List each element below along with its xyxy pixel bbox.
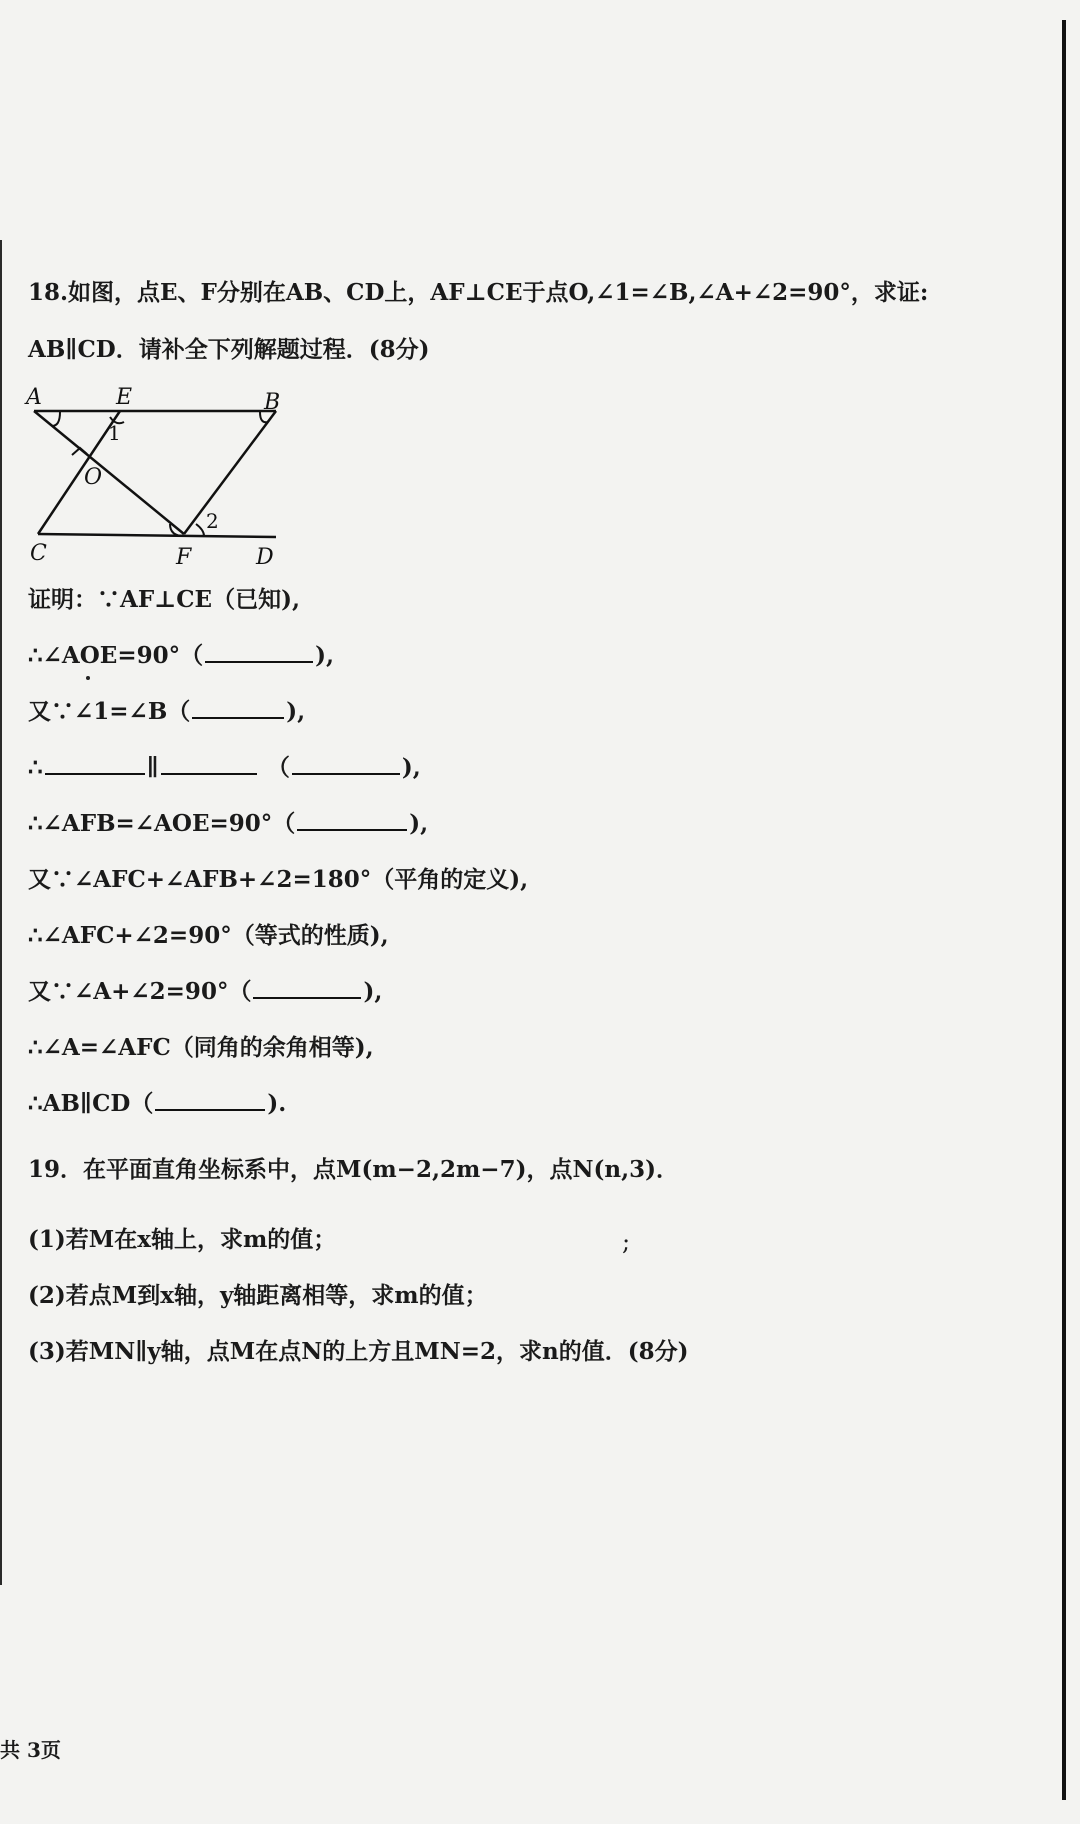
proof-line-1: 证明：∵AF⊥CE（已知), [28,586,300,613]
q19-line1: 19．在平面直角坐标系中，点M(m−2,2m−7)，点N(n,3)． [28,1156,679,1183]
answer-blank[interactable] [292,753,400,775]
page-footer: 共 3页 [0,1738,61,1762]
label-e: E [116,385,133,410]
answer-blank[interactable] [192,697,284,719]
label-c: C [30,541,47,566]
q18-line1: 18.如图，点E、F分别在AB、CD上，AF⊥CE于点O,∠1=∠B,∠A+∠2=90°，求证: [28,279,929,306]
proof-line-8: 又∵∠A+∠2=90°（ ), [28,978,383,1005]
proof-line-9: ∴∠A=∠AFC（同角的余角相等), [28,1034,374,1061]
stray-semicolon: ; [622,1228,631,1256]
proof-line-6: 又∵∠AFC+∠AFB+∠2=180°（平角的定义), [28,866,529,893]
segment-fb [184,411,276,534]
label-2: 2 [206,509,219,533]
label-o: O [84,465,103,490]
q19-sub2: (2)若点M到x轴，y轴距离相等，求m的值； [28,1282,488,1309]
q18-geometry-figure [24,384,294,574]
stray-dot [86,676,90,680]
angle-2-arc [196,524,204,536]
segment-cd [38,534,276,537]
q19-sub1: (1)若M在x轴上，求m的值； [28,1226,337,1253]
label-f: F [176,545,192,570]
answer-blank[interactable] [205,641,313,663]
page-right-border [1062,20,1066,1800]
proof-line-5: ∴∠AFB=∠AOE=90°（ ), [28,810,429,837]
answer-blank[interactable] [45,753,145,775]
label-b: B [264,390,281,415]
proof-line-2: ∴∠AOE=90°（ ), [28,642,334,669]
q19-sub3: (3)若MN∥y轴，点M在点N的上方且MN=2，求n的值．(8分) [28,1338,689,1365]
label-a: A [26,385,42,410]
answer-blank[interactable] [161,753,257,775]
angle-a-arc [52,412,60,426]
q18-line2: AB∥CD．请补全下列解题过程．(8分) [28,336,430,363]
proof-line-3: 又∵∠1=∠B（ ), [28,698,306,725]
label-d: D [256,545,274,570]
proof-line-7: ∴∠AFC+∠2=90°（等式的性质), [28,922,389,949]
answer-blank[interactable] [297,809,407,831]
answer-blank[interactable] [253,977,361,999]
page-left-border [0,240,2,1585]
answer-blank[interactable] [155,1089,265,1111]
proof-line-4: ∴ ∥ （ ), [28,754,421,781]
label-1: 1 [108,421,121,445]
proof-line-10: ∴AB∥CD（ ). [28,1090,287,1117]
